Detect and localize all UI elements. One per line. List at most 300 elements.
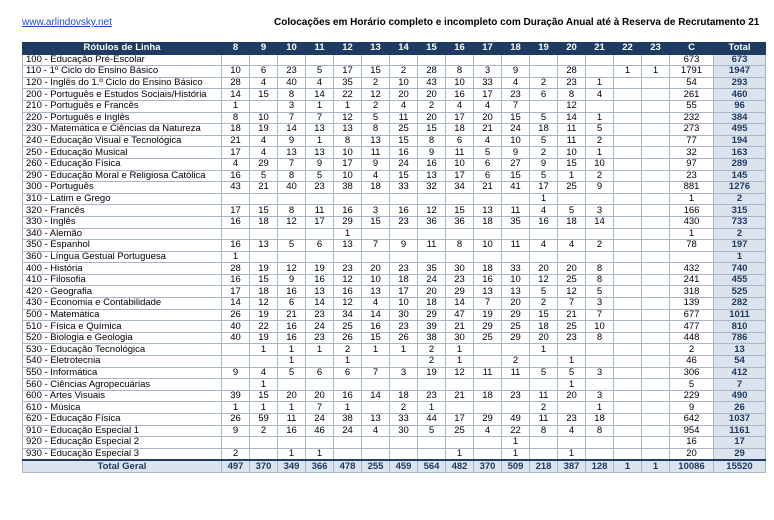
table-cell: 28 — [558, 66, 586, 78]
table-row[interactable] — [23, 124, 766, 136]
column-header[interactable]: 15 — [418, 43, 446, 55]
table-cell: 1 — [250, 344, 278, 356]
table-cell: 24 — [306, 321, 334, 333]
column-header[interactable]: 16 — [446, 43, 474, 55]
table-cell: 18 — [390, 274, 418, 286]
table-cell: 6 — [334, 367, 362, 379]
table-cell: 27 — [502, 158, 530, 170]
table-cell: 7 — [586, 309, 614, 321]
column-header[interactable]: 13 — [362, 43, 390, 55]
table-cell: 22 — [334, 89, 362, 101]
table-cell: 38 — [334, 182, 362, 194]
table-cell — [446, 193, 474, 205]
table-cell — [614, 147, 642, 159]
table-cell: 261 — [670, 89, 714, 101]
table-cell: 18 — [250, 286, 278, 298]
table-row[interactable] — [23, 66, 766, 78]
table-cell — [362, 251, 390, 263]
table-cell — [642, 274, 670, 286]
table-cell: 2 — [390, 66, 418, 78]
row-label: 330 - Inglês — [23, 216, 222, 228]
table-cell: 8 — [278, 170, 306, 182]
table-row[interactable] — [23, 332, 766, 344]
table-row[interactable] — [23, 298, 766, 310]
table-cell: 20 — [558, 390, 586, 402]
table-cell — [390, 193, 418, 205]
table-cell: 38 — [334, 414, 362, 426]
table-cell — [502, 402, 530, 414]
table-cell: 21 — [474, 124, 502, 136]
table-cell: 16 — [222, 274, 250, 286]
table-cell: 19 — [250, 332, 278, 344]
row-total: 26 — [714, 402, 766, 414]
table-row[interactable] — [23, 274, 766, 286]
column-header[interactable]: 8 — [222, 43, 250, 55]
table-cell: 1 — [222, 402, 250, 414]
table-cell: 8 — [278, 205, 306, 217]
table-cell: 78 — [670, 240, 714, 252]
table-cell: 23 — [390, 321, 418, 333]
column-header[interactable]: C — [670, 43, 714, 55]
table-cell — [502, 344, 530, 356]
table-row[interactable] — [23, 158, 766, 170]
table-cell: 24 — [502, 124, 530, 136]
table-cell: 20 — [502, 298, 530, 310]
table-cell: 1 — [558, 356, 586, 368]
table-cell: 1 — [418, 402, 446, 414]
table-cell: 25 — [502, 321, 530, 333]
table-cell: 318 — [670, 286, 714, 298]
table-cell — [530, 251, 558, 263]
row-label: 620 - Educação Física — [23, 414, 222, 426]
table-cell: 10 — [222, 66, 250, 78]
column-header[interactable]: 23 — [642, 43, 670, 55]
table-cell: 29 — [474, 321, 502, 333]
row-total: 289 — [714, 158, 766, 170]
table-row[interactable] — [23, 344, 766, 356]
table-cell: 7 — [278, 158, 306, 170]
table-cell — [642, 100, 670, 112]
column-header[interactable]: 22 — [614, 43, 642, 55]
table-cell: 7 — [362, 367, 390, 379]
table-cell: 1 — [250, 402, 278, 414]
table-cell: 32 — [418, 182, 446, 194]
table-row[interactable] — [23, 170, 766, 182]
row-total: 315 — [714, 205, 766, 217]
row-total: 145 — [714, 170, 766, 182]
table-row[interactable] — [23, 263, 766, 275]
table-row[interactable] — [23, 100, 766, 112]
table-cell: 10 — [586, 158, 614, 170]
column-header[interactable]: 12 — [334, 43, 362, 55]
table-cell: 13 — [334, 124, 362, 136]
column-header[interactable]: 14 — [390, 43, 418, 55]
table-cell: 28 — [222, 77, 250, 89]
table-row[interactable] — [23, 205, 766, 217]
column-header[interactable]: 17 — [474, 43, 502, 55]
column-header[interactable]: 21 — [586, 43, 614, 55]
column-header[interactable]: 10 — [278, 43, 306, 55]
table-cell: 1 — [586, 112, 614, 124]
table-cell: 9 — [306, 158, 334, 170]
row-label: 530 - Educação Tecnológica — [23, 344, 222, 356]
table-cell — [642, 158, 670, 170]
table-cell: 19 — [250, 309, 278, 321]
table-cell — [250, 54, 278, 66]
table-cell — [250, 100, 278, 112]
table-cell: 4 — [586, 89, 614, 101]
table-cell — [530, 448, 558, 460]
table-cell: 23 — [306, 309, 334, 321]
table-cell: 1 — [222, 100, 250, 112]
table-cell: 1 — [362, 344, 390, 356]
table-cell: 1 — [278, 402, 306, 414]
table-cell — [362, 193, 390, 205]
table-cell: 17 — [474, 89, 502, 101]
table-cell: 20 — [418, 112, 446, 124]
table-row[interactable] — [23, 448, 766, 460]
row-total: 2 — [714, 193, 766, 205]
table-cell — [222, 344, 250, 356]
table-cell — [334, 379, 362, 391]
table-cell: 23 — [502, 390, 530, 402]
table-cell — [390, 251, 418, 263]
table-row[interactable] — [23, 437, 766, 449]
table-row[interactable] — [23, 309, 766, 321]
table-cell: 17 — [222, 286, 250, 298]
table-cell: 29 — [446, 286, 474, 298]
table-cell — [502, 228, 530, 240]
table-cell: 1 — [530, 344, 558, 356]
table-cell: 13 — [418, 170, 446, 182]
table-cell: 22 — [502, 425, 530, 437]
table-cell — [530, 228, 558, 240]
table-cell — [614, 77, 642, 89]
table-cell: 15 — [502, 170, 530, 182]
table-cell — [614, 274, 642, 286]
table-cell: 5 — [670, 379, 714, 391]
table-row[interactable] — [23, 414, 766, 426]
table-cell: 10 — [390, 298, 418, 310]
table-cell: 1 — [306, 135, 334, 147]
table-row[interactable] — [23, 356, 766, 368]
table-cell: 14 — [278, 124, 306, 136]
grand-total-cell: 370 — [250, 460, 278, 472]
table-cell — [306, 228, 334, 240]
table-cell: 8 — [362, 124, 390, 136]
table-cell: 1 — [222, 251, 250, 263]
table-cell: 16 — [222, 170, 250, 182]
table-cell: 11 — [390, 112, 418, 124]
table-cell — [278, 193, 306, 205]
table-cell: 17 — [222, 205, 250, 217]
table-cell: 13 — [362, 414, 390, 426]
table-cell: 18 — [530, 124, 558, 136]
column-header-row-labels[interactable]: Rótulos de Linha — [23, 43, 222, 55]
table-cell: 17 — [446, 170, 474, 182]
table-cell: 2 — [586, 135, 614, 147]
table-cell — [614, 390, 642, 402]
table-cell — [642, 344, 670, 356]
table-footer — [23, 460, 766, 472]
table-cell — [222, 54, 250, 66]
table-cell: 677 — [670, 309, 714, 321]
table-cell: 7 — [306, 402, 334, 414]
grand-total-cell: 564 — [418, 460, 446, 472]
table-cell: 35 — [418, 263, 446, 275]
row-total: 733 — [714, 216, 766, 228]
table-row[interactable] — [23, 240, 766, 252]
table-cell: 1 — [250, 379, 278, 391]
table-cell: 18 — [530, 321, 558, 333]
table-cell: 2 — [362, 100, 390, 112]
table-cell — [586, 344, 614, 356]
table-cell: 1 — [446, 448, 474, 460]
table-cell: 16 — [222, 240, 250, 252]
table-cell: 54 — [670, 77, 714, 89]
table-cell: 21 — [446, 390, 474, 402]
table-cell: 19 — [474, 309, 502, 321]
table-cell: 8 — [446, 240, 474, 252]
table-cell: 4 — [502, 77, 530, 89]
table-cell: 11 — [362, 147, 390, 159]
table-cell: 4 — [250, 147, 278, 159]
row-total: 460 — [714, 89, 766, 101]
table-cell: 1 — [278, 356, 306, 368]
table-cell — [586, 228, 614, 240]
row-label: 220 - Português e Inglês — [23, 112, 222, 124]
table-cell — [614, 344, 642, 356]
table-cell — [418, 228, 446, 240]
table-cell: 20 — [670, 448, 714, 460]
table-cell: 13 — [306, 286, 334, 298]
table-cell: 6 — [530, 89, 558, 101]
column-header[interactable]: 18 — [502, 43, 530, 55]
table-cell — [614, 100, 642, 112]
table-cell: 29 — [502, 332, 530, 344]
table-cell: 26 — [390, 332, 418, 344]
table-cell: 2 — [586, 170, 614, 182]
table-row[interactable] — [23, 54, 766, 66]
table-cell: 1 — [334, 100, 362, 112]
table-cell — [614, 251, 642, 263]
table-cell — [474, 344, 502, 356]
table-row[interactable] — [23, 228, 766, 240]
table-row[interactable] — [23, 77, 766, 89]
table-cell — [446, 402, 474, 414]
table-cell: 11 — [502, 367, 530, 379]
table-row[interactable] — [23, 135, 766, 147]
table-cell: 4 — [474, 135, 502, 147]
table-cell — [530, 100, 558, 112]
table-row[interactable] — [23, 379, 766, 391]
table-cell: 4 — [250, 135, 278, 147]
table-cell: 2 — [530, 147, 558, 159]
table-cell: 16 — [670, 437, 714, 449]
table-cell: 4 — [530, 240, 558, 252]
table-cell — [614, 205, 642, 217]
table-cell — [502, 54, 530, 66]
table-cell — [474, 193, 502, 205]
row-total: 525 — [714, 286, 766, 298]
table-cell — [474, 437, 502, 449]
table-cell — [614, 379, 642, 391]
table-cell: 1 — [390, 344, 418, 356]
table-cell — [222, 193, 250, 205]
table-cell — [614, 135, 642, 147]
table-cell: 2 — [530, 298, 558, 310]
table-row[interactable] — [23, 216, 766, 228]
table-cell: 15 — [446, 205, 474, 217]
table-cell — [446, 379, 474, 391]
table-cell — [558, 228, 586, 240]
table-cell: 23 — [446, 274, 474, 286]
table-cell — [642, 240, 670, 252]
table-cell: 306 — [670, 367, 714, 379]
table-cell — [250, 437, 278, 449]
row-total: 1947 — [714, 66, 766, 78]
table-cell — [418, 54, 446, 66]
table-cell — [306, 54, 334, 66]
table-cell: 5 — [474, 147, 502, 159]
table-cell — [642, 205, 670, 217]
table-cell: 16 — [278, 332, 306, 344]
table-cell: 25 — [390, 124, 418, 136]
grand-total-cell: 509 — [502, 460, 530, 472]
table-row[interactable] — [23, 89, 766, 101]
table-cell: 13 — [474, 205, 502, 217]
table-cell: 12 — [446, 367, 474, 379]
table-row[interactable] — [23, 182, 766, 194]
table-cell — [614, 170, 642, 182]
table-cell: 34 — [446, 182, 474, 194]
column-header[interactable]: 9 — [250, 43, 278, 55]
grand-total-cell: 10086 — [670, 460, 714, 472]
table-cell: 33 — [474, 77, 502, 89]
table-cell: 43 — [222, 182, 250, 194]
table-row[interactable] — [23, 402, 766, 414]
table-cell — [586, 379, 614, 391]
row-label: 350 - Espanhol — [23, 240, 222, 252]
table-cell — [558, 251, 586, 263]
table-cell — [642, 448, 670, 460]
table-cell — [642, 193, 670, 205]
table-cell — [642, 54, 670, 66]
table-cell: 9 — [586, 182, 614, 194]
table-cell — [222, 379, 250, 391]
table-cell: 19 — [250, 124, 278, 136]
table-cell: 21 — [446, 321, 474, 333]
table-row[interactable] — [23, 321, 766, 333]
table-cell: 6 — [306, 240, 334, 252]
table-cell — [306, 356, 334, 368]
row-label: 920 - Educação Especial 2 — [23, 437, 222, 449]
table-cell: 5 — [418, 425, 446, 437]
table-cell: 448 — [670, 332, 714, 344]
row-total: 13 — [714, 344, 766, 356]
table-cell: 16 — [474, 274, 502, 286]
table-cell: 20 — [474, 112, 502, 124]
table-cell: 7 — [306, 112, 334, 124]
table-cell: 18 — [418, 298, 446, 310]
table-row[interactable] — [23, 112, 766, 124]
row-total: 163 — [714, 147, 766, 159]
table-cell: 21 — [250, 182, 278, 194]
table-cell: 6 — [250, 66, 278, 78]
table-cell — [614, 216, 642, 228]
table-cell: 5 — [530, 135, 558, 147]
table-cell — [278, 54, 306, 66]
table-row[interactable] — [23, 147, 766, 159]
table-cell: 10 — [390, 77, 418, 89]
table-row[interactable] — [23, 286, 766, 298]
table-cell: 16 — [278, 286, 306, 298]
grand-total-cell: 1 — [614, 460, 642, 472]
table-cell: 2 — [530, 402, 558, 414]
table-cell: 18 — [474, 263, 502, 275]
row-label: 930 - Educação Especial 3 — [23, 448, 222, 460]
table-cell — [642, 367, 670, 379]
table-cell — [334, 448, 362, 460]
table-cell — [418, 379, 446, 391]
column-header-total[interactable]: Total — [714, 43, 766, 55]
row-label: 540 - Eletrotecnia — [23, 356, 222, 368]
table-cell — [390, 379, 418, 391]
table-cell: 2 — [250, 425, 278, 437]
table-cell: 8 — [334, 135, 362, 147]
table-cell — [334, 251, 362, 263]
row-total: 194 — [714, 135, 766, 147]
column-header[interactable]: 20 — [558, 43, 586, 55]
table-cell — [614, 298, 642, 310]
table-row[interactable] — [23, 390, 766, 402]
column-header[interactable]: 11 — [306, 43, 334, 55]
column-header[interactable]: 19 — [530, 43, 558, 55]
table-cell: 3 — [586, 367, 614, 379]
table-row[interactable] — [23, 251, 766, 263]
table-cell: 15 — [250, 205, 278, 217]
grand-total-cell: 497 — [222, 460, 250, 472]
table-cell: 9 — [222, 367, 250, 379]
table-cell: 1 — [670, 193, 714, 205]
table-cell — [306, 437, 334, 449]
table-cell: 11 — [502, 205, 530, 217]
table-cell — [334, 193, 362, 205]
table-cell: 14 — [306, 298, 334, 310]
table-cell: 19 — [250, 263, 278, 275]
table-cell: 3 — [586, 390, 614, 402]
table-cell — [642, 228, 670, 240]
table-cell: 24 — [306, 414, 334, 426]
table-cell: 1 — [558, 379, 586, 391]
table-cell — [390, 437, 418, 449]
table-cell — [670, 251, 714, 263]
table-row[interactable] — [23, 193, 766, 205]
table-cell: 2 — [418, 344, 446, 356]
table-row[interactable] — [23, 425, 766, 437]
site-link[interactable]: www.arlindovsky.net — [22, 17, 112, 28]
table-cell: 16 — [334, 390, 362, 402]
table-cell: 954 — [670, 425, 714, 437]
table-cell: 8 — [586, 332, 614, 344]
table-cell: 16 — [334, 286, 362, 298]
table-cell: 13 — [362, 286, 390, 298]
table-cell: 13 — [278, 147, 306, 159]
table-cell: 20 — [362, 263, 390, 275]
table-row[interactable] — [23, 367, 766, 379]
table-cell: 25 — [474, 332, 502, 344]
table-cell: 10 — [446, 77, 474, 89]
